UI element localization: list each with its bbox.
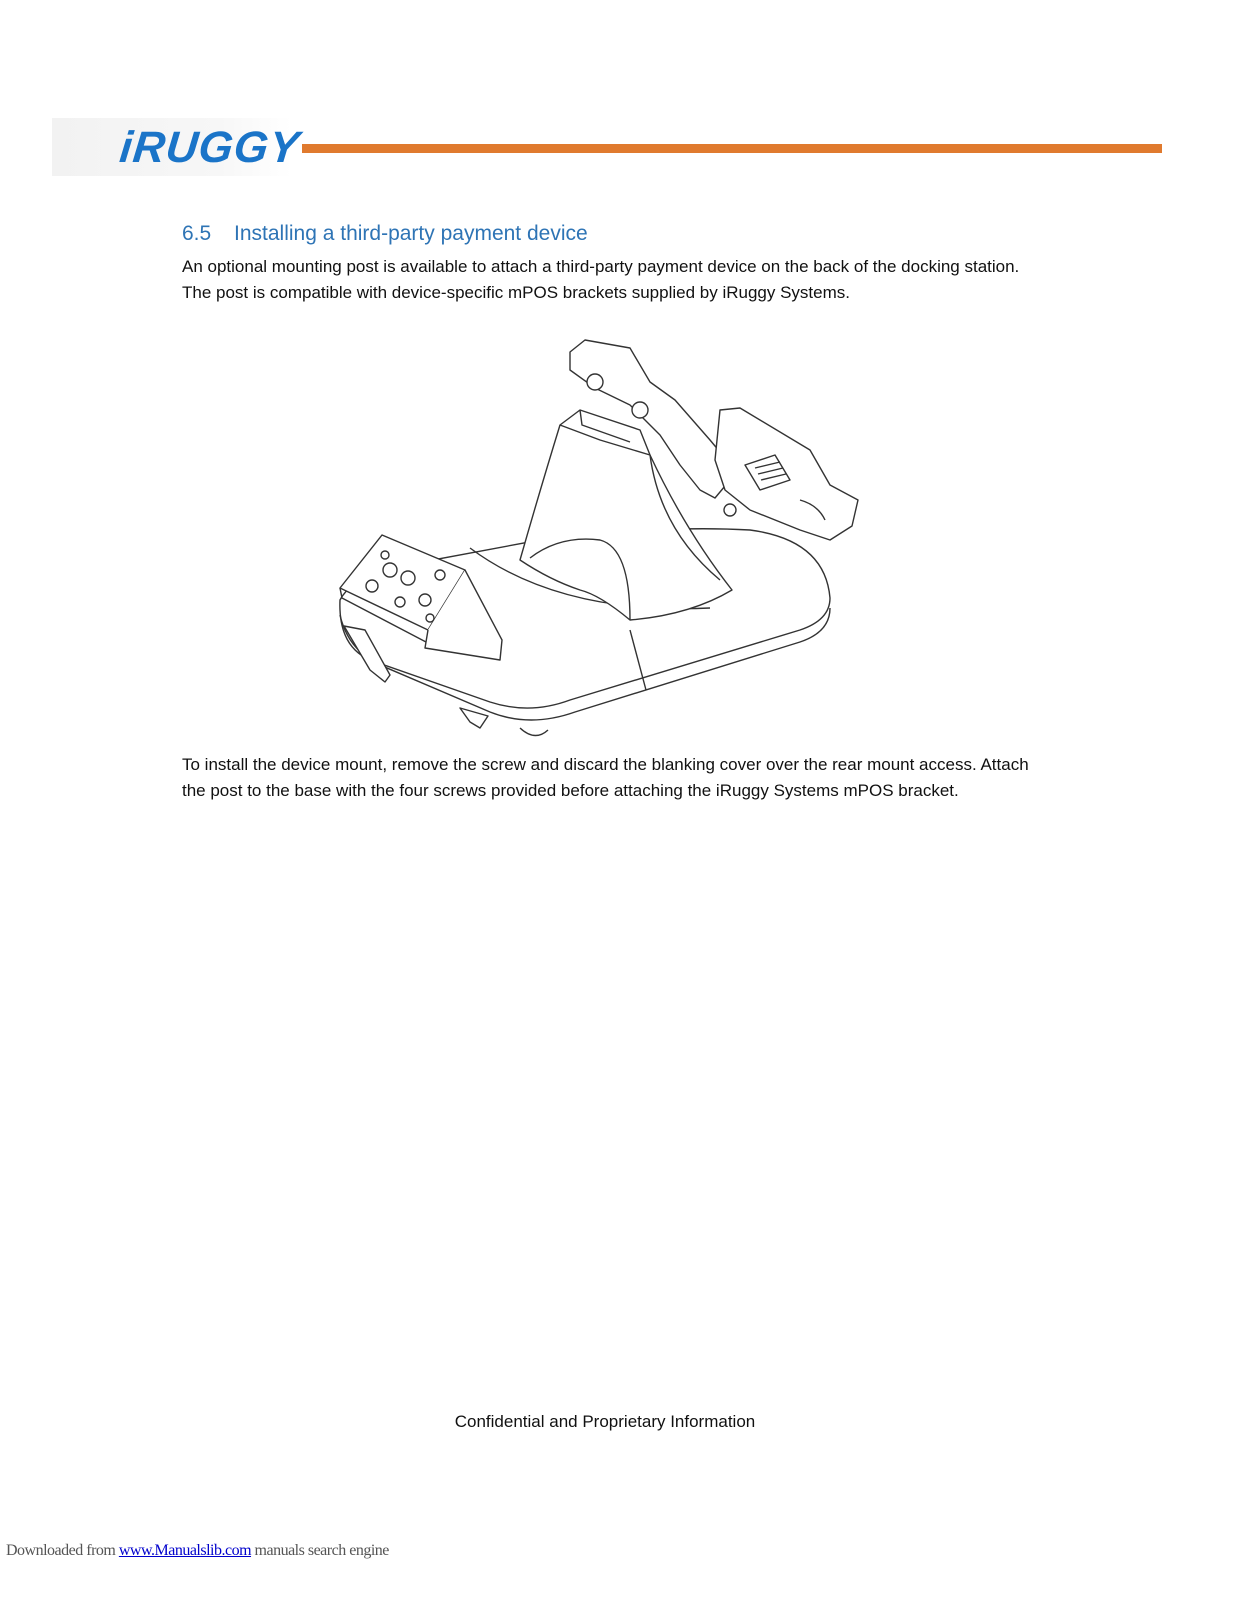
manualslib-link[interactable]: www.Manualslib.com	[118, 1542, 252, 1559]
download-attribution	[6, 1542, 389, 1560]
header-orange-rule	[302, 144, 1162, 153]
download-prefix: Downloaded from	[6, 1542, 119, 1559]
iruggy-logo	[52, 118, 303, 176]
section-heading	[182, 222, 588, 246]
intro-paragraph: An optional mounting post is available to attach a third-party payment device on the back of the docking station. The post is compatible with device-specific mPOS brackets supplied by iRuggy Systems.	[182, 257, 1020, 302]
section-title-text: Installing a third-party payment device	[234, 222, 588, 245]
install-paragraph: To install the device mount, remove the screw and discard the blanking cover over the rear mount access. Attach the post to the base with the four screws provided before attaching the iRuggy Systems mPOS bracket.	[182, 755, 1029, 800]
confidential-footer: Confidential and Proprietary Information	[454, 1412, 756, 1431]
section-number: 6.5	[182, 222, 212, 245]
logo-text: iRUGGY	[117, 123, 303, 172]
page-header	[52, 118, 1162, 176]
docking-station-illustration	[330, 330, 870, 750]
download-suffix: manuals search engine	[251, 1542, 389, 1559]
